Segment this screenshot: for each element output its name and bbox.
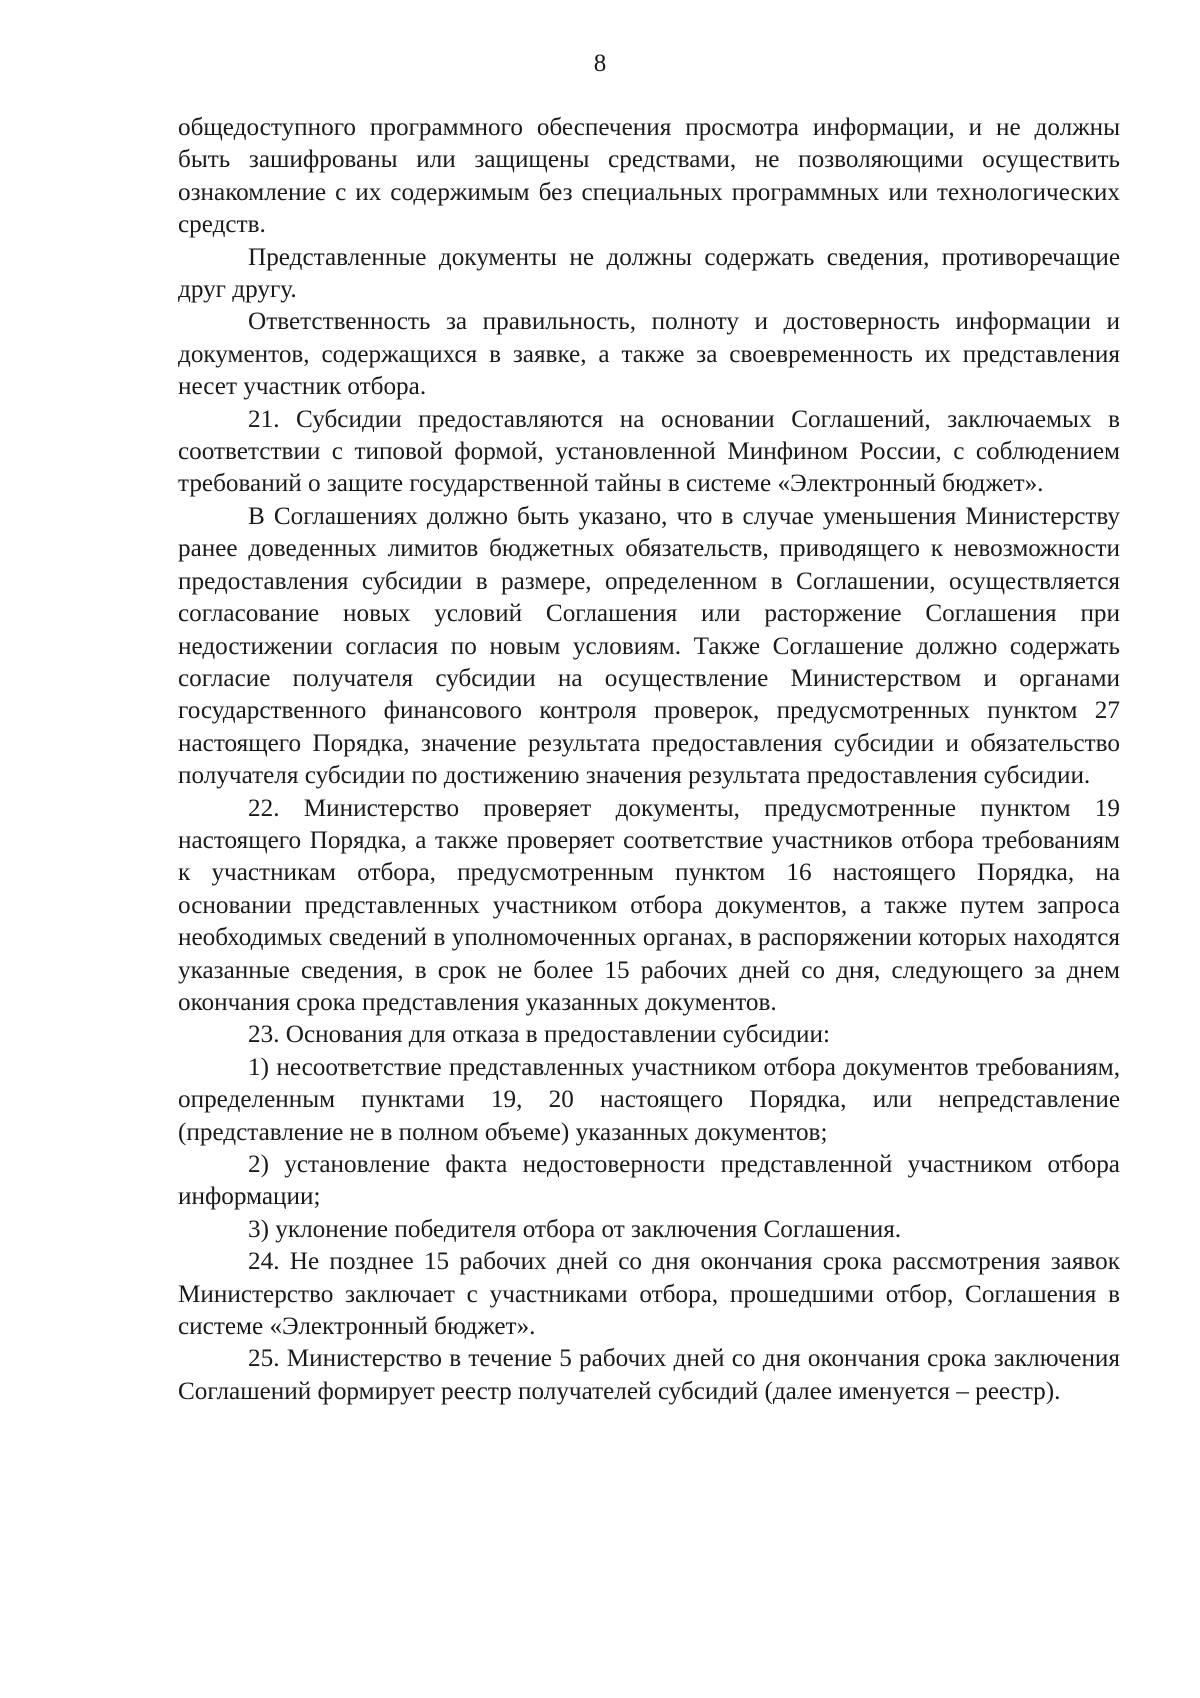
paragraph: 22. Министерство проверяет документы, предусмотренные пунктом 19 настоящего Порядка, а также проверяет соответствие участников отбора требованиям к участникам отбора, предусмотренным пунктом 16 настоящего Порядка, на основании представленных участником отбора документов, а также путем запроса необходимых сведений в уполномоченных органах, в распоряжении которых находятся указанные сведения, в срок не более 15 рабочих дней со дня, следующего за днем окончания срока представления указанных документов. — [178, 794, 1120, 1016]
paragraph: 24. Не позднее 15 рабочих дней со дня окончания срока рассмотрения заявок Министерство заключает с участниками отбора, прошедшими отбор, Соглашения в системе «Электронный бюджет». — [178, 1248, 1120, 1341]
list-item: 3) уклонение победителя отбора от заключения Соглашения. — [248, 1215, 902, 1243]
paragraph: общедоступного программного обеспечения просмотра информации, и не должны быть зашифрованы или защищены средствами, не позволяющими осуществить ознакомление с их содержимым без специальных программных или технологических средств. — [178, 114, 1120, 239]
paragraph: Представленные документы не должны содержать сведения, противоречащие друг другу. — [178, 243, 1120, 304]
paragraph: 21. Субсидии предоставляются на основании Соглашений, заключаемых в соответствии с типовой формой, установленной Минфином России, с соблюдением требований о защите государственной тайны в системе «Электронный бюджет». — [178, 405, 1120, 498]
paragraph: В Соглашениях должно быть указано, что в случае уменьшения Министерству ранее доведенных лимитов бюджетных обязательств, приводящего к невозможности предоставления субсидии в размере, определенном в Соглашении, осуществляется согласование новых условий Соглашения или расторжение Соглашения при недостижении согласия по новым условиям. Также Соглашение должно содержать согласие получателя субсидии на осуществление Министерством и органами государственного финансового контроля проверок, предусмотренных пунктом 27 настоящего Порядка, значение результата предоставления субсидии и обязательство получателя субсидии по достижению значения результата предоставления субсидии. — [178, 502, 1120, 790]
paragraph: Ответственность за правильность, полноту и достоверность информации и документов, содержащихся в заявке, а также за своевременность их представления несет участник отбора. — [178, 308, 1120, 401]
list-item: 1) несоответствие представленных участником отбора документов требованиям, определенным пунктами 19, 20 настоящего Порядка, или непредставление (представление не в полном объеме) указанных документов; — [178, 1053, 1120, 1146]
paragraph: 25. Министерство в течение 5 рабочих дней со дня окончания срока заключения Соглашений формирует реестр получателей субсидий (далее именуется – реестр). — [178, 1345, 1120, 1405]
paragraph: 23. Основания для отказа в предоставлении субсидии: — [248, 1021, 831, 1049]
list-item: 2) установление факта недостоверности представленной участником отбора информации; — [178, 1151, 1120, 1211]
page-number: 8 — [593, 50, 607, 77]
